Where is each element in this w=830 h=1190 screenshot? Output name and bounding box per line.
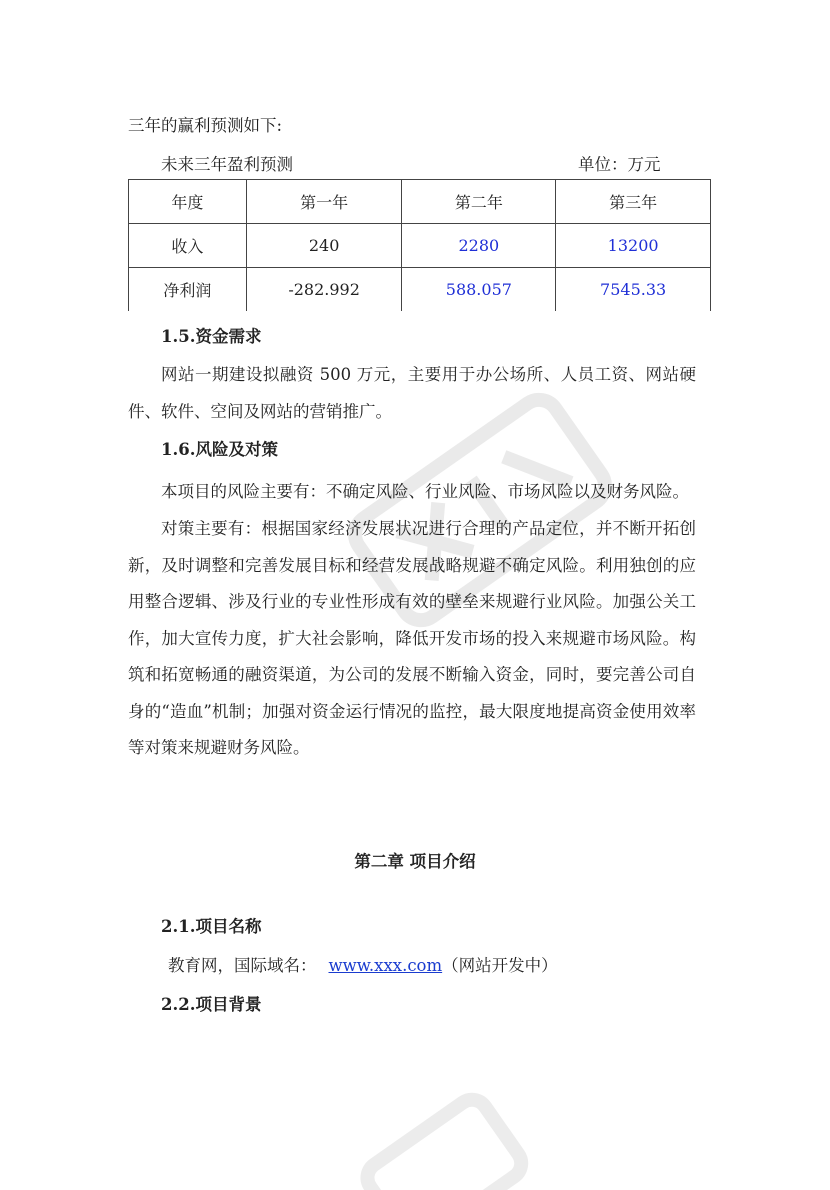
table-caption: 未来三年盈利预测: [161, 155, 293, 174]
table-cell: 净利润: [129, 268, 247, 312]
project-name-line: [168, 955, 558, 977]
table-cell: 收入: [129, 224, 247, 268]
section-1-6-para2: 对策主要有：根据国家经济发展状况进行合理的产品定位，并不断开拓创新，及时调整和完善发展目标和经营发展战略规避不确定风险。利用独创的应用整合逻辑、涉及行业的专业性形成有效的壁垒来规避行业风险。加强公关工作，加大宣传力度，扩大社会影响，降低开发市场的投入来规避市场风险。构筑和拓宽畅通的融资渠道，为公司的发展不断输入资金，同时，要完善公司自身的“造血”机制；加强对资金运行情况的监控，最大限度地提高资金使用效率等对策来规避财务风险。: [128, 519, 696, 757]
table-header-cell: 第二年: [402, 180, 556, 224]
table-header-row: [129, 180, 711, 224]
section-1-6-heading: 1.6.风险及对策: [161, 440, 278, 459]
chapter-2-title: 第二章 项目介绍: [354, 852, 476, 871]
project-name-label: 教育网，国际域名：: [168, 956, 317, 975]
table-cell: 2280: [402, 224, 556, 268]
table-row-net-profit: [129, 268, 711, 312]
watermark-fragment-icon: [330, 1090, 530, 1190]
table-row-revenue: [129, 224, 711, 268]
table-cell: 588.057: [402, 268, 556, 312]
table-cell: 240: [246, 224, 402, 268]
section-1-6-para1: 本项目的风险主要有：不确定风险、行业风险、市场风险以及财务风险。: [161, 482, 689, 501]
table-header-cell: 第三年: [556, 180, 711, 224]
table-cell: 13200: [556, 224, 711, 268]
table-cell: -282.992: [246, 268, 402, 312]
table-header-cell: 第一年: [246, 180, 402, 224]
domain-link[interactable]: www.xxx.com: [328, 956, 443, 975]
section-1-5-heading: 1.5.资金需求: [161, 327, 262, 346]
section-2-1-heading: 2.1.项目名称: [161, 917, 262, 936]
project-status-note: （网站开发中）: [442, 956, 558, 975]
table-cell: 7545.33: [556, 268, 711, 312]
table-unit: 单位：万元: [578, 155, 661, 174]
profit-forecast-table: [128, 179, 711, 311]
intro-text: 三年的赢利预测如下:: [128, 116, 283, 135]
table-header-cell: 年度: [129, 180, 247, 224]
section-2-2-heading: 2.2.项目背景: [161, 995, 262, 1014]
section-1-5-body: 网站一期建设拟融资 500 万元，主要用于办公场所、人员工资、网站硬件、软件、空间及网站的营销推广。: [128, 365, 696, 421]
